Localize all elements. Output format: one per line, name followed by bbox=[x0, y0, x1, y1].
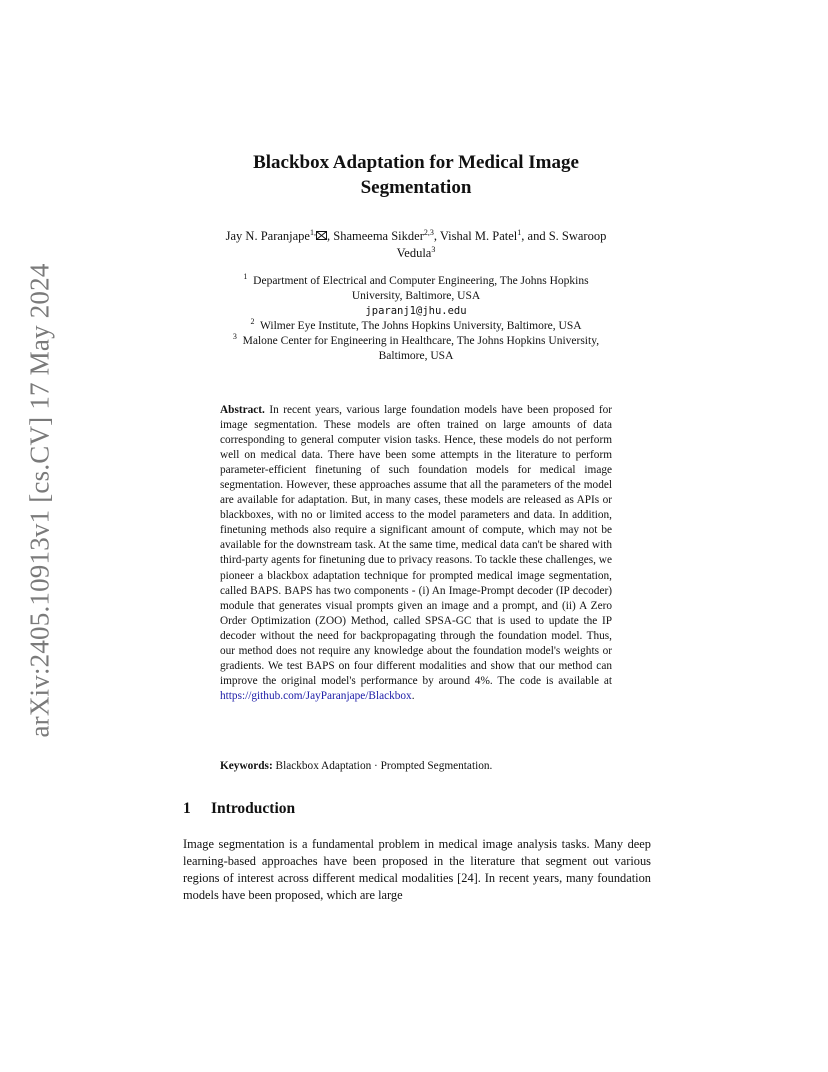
affil-1-line-2: University, Baltimore, USA bbox=[351, 290, 481, 302]
arxiv-identifier-stamp bbox=[10, 262, 70, 738]
arxiv-identifier-text: arXiv:2405.10913v1 [cs.CV] 17 May 2024 bbox=[24, 262, 55, 738]
author-1: Jay N. Paranjape bbox=[225, 229, 310, 243]
affiliation-block bbox=[190, 274, 642, 364]
affil-1-line-1: Department of Electrical and Computer Engineering, The Johns Hopkins bbox=[253, 275, 589, 287]
author-3-affil: 1 bbox=[517, 228, 522, 237]
author-1-affil: 1, bbox=[310, 228, 316, 237]
envelope-icon bbox=[316, 231, 327, 240]
affil-3-line-1: Malone Center for Engineering in Healthcare, The Johns Hopkins University, bbox=[242, 335, 600, 347]
author-list bbox=[170, 228, 662, 262]
author-4-cont: Vedula bbox=[396, 246, 432, 260]
section-heading-introduction bbox=[183, 800, 295, 818]
paper-title bbox=[180, 150, 652, 200]
affil-3-line-2: Baltimore, USA bbox=[378, 350, 454, 362]
keywords-text: Blackbox Adaptation · Prompted Segmentation. bbox=[272, 760, 493, 772]
author-2: , Shameema Sikder bbox=[327, 229, 424, 243]
abstract-end: . bbox=[411, 689, 415, 702]
affiliation-1 bbox=[190, 274, 642, 289]
affil-1-num: 1 bbox=[243, 272, 248, 281]
affiliation-3 bbox=[190, 334, 642, 349]
author-3: , Vishal M. Patel bbox=[433, 229, 518, 243]
abstract-label: Abstract. bbox=[220, 404, 265, 416]
title-line-1: Blackbox Adaptation for Medical Image bbox=[253, 152, 579, 173]
abstract bbox=[220, 403, 612, 704]
author-line-1 bbox=[170, 228, 662, 245]
code-link[interactable]: https://github.com/JayParanjape/Blackbox bbox=[220, 689, 412, 702]
affil-2-text: Wilmer Eye Institute, The Johns Hopkins University, Baltimore, USA bbox=[260, 320, 582, 332]
affil-3-num: 3 bbox=[232, 332, 237, 341]
keywords-label: Keywords: bbox=[220, 760, 273, 772]
title-line-2: Segmentation bbox=[360, 177, 472, 198]
author-2-affil: 2,3 bbox=[423, 228, 434, 237]
affil-2-num: 2 bbox=[250, 317, 255, 326]
section-title-text: Introduction bbox=[211, 800, 296, 817]
author-line-2 bbox=[170, 245, 662, 262]
author-4: , and S. Swaroop bbox=[521, 229, 607, 243]
abstract-text: In recent years, various large foundation models have been proposed for image segmentation. These models are often trained on large amounts of data corresponding to general computer vision tasks. Hence, these models do not perform well on medical data. There have been some attempts in the literature to perform parameter-efficient finetuning of such foundation models for medical image segmentation. However, these approaches assume that all the parameters of the model are available for adaptation. But, in many cases, these models are released as APIs or blackboxes, with no or limited access to the model parameters and data. In addition, finetuning methods also require a significant amount of compute, which may not be available for the downstream task. At the same time, medical data can't be shared with third-party agents for finetuning due to privacy reasons. To tackle these challenges, we pioneer a blackbox adaptation technique for prompted medical image segmentation, called BAPS. BAPS has two components - (i) An Image-Prompt decoder (IP decoder) module that generates visual prompts given an image and a prompt, and (ii) A Zero Order Optimization (ZOO) Method, called SPSA-GC that is used to update the IP decoder without the need for backpropagating through the foundation model. Thus, our method does not require any knowledge about the foundation model's weights or gradients. We test BAPS on four different modalities and show that our method can improve the original model's performance by around 4%. The code is available at bbox=[220, 404, 612, 687]
introduction-paragraph: Image segmentation is a fundamental problem in medical image analysis tasks. Many deep learning-based approaches have been proposed in the literature that segment out various regions of interest across different medical modalities [24]. In recent years, many foundation models have been proposed, which are large bbox=[183, 837, 651, 902]
email-address: jparanj1@jhu.edu bbox=[365, 305, 467, 317]
author-4-affil: 3 bbox=[431, 245, 436, 254]
keywords bbox=[220, 759, 612, 774]
section-number: 1 bbox=[183, 800, 191, 817]
affiliation-2 bbox=[190, 319, 642, 334]
